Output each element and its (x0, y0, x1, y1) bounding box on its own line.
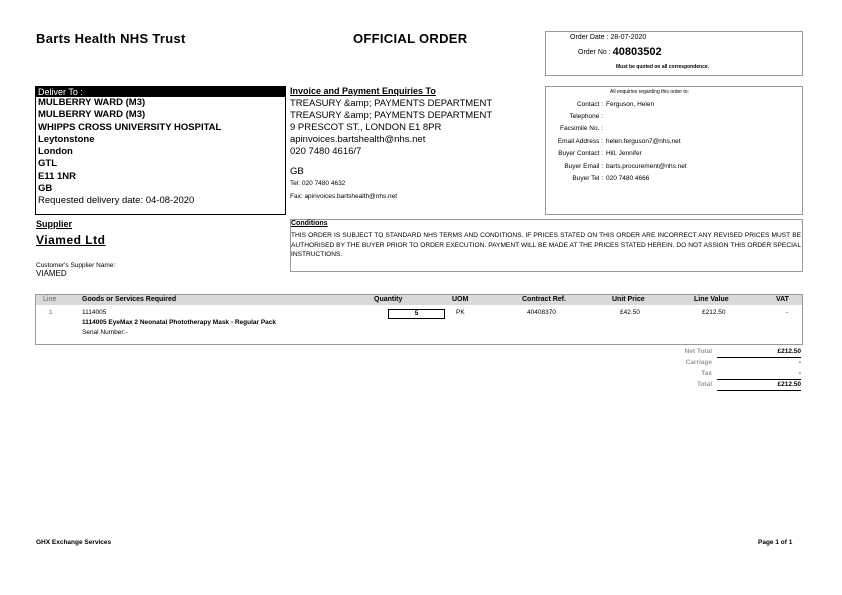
invoice-line: TREASURY &amp; PAYMENTS DEPARTMENT (290, 110, 493, 121)
buyer-email-value[interactable]: barts.procurement@nhs.net (606, 163, 687, 170)
cell-uom: PK (456, 309, 465, 316)
column-header-line: Line (43, 296, 57, 303)
facsimile-label: Facsimile No. : (560, 125, 603, 132)
supplier-name: Viamed Ltd (36, 233, 106, 247)
net-total-label: Net Total (684, 348, 712, 355)
telephone-row (546, 113, 606, 120)
conditions-heading: Conditions (291, 220, 328, 227)
invoice-country: GB (290, 166, 304, 177)
buyer-email-row (546, 163, 687, 170)
contact-value: Ferguson, Helen (606, 101, 655, 108)
invoice-line: 9 PRESCOT ST., LONDON E1 8PR (290, 122, 442, 133)
deliver-line: E11 1NR (38, 170, 77, 182)
invoice-heading: Invoice and Payment Enquiries To (290, 86, 436, 96)
total-rule (717, 390, 801, 391)
buyer-tel-row (546, 175, 649, 182)
page-number: Page 1 of 1 (758, 539, 793, 546)
customer-supplier-value: VIAMED (36, 269, 67, 278)
order-number-label: Order No : (578, 49, 611, 56)
cell-code: 1114005 (82, 309, 107, 316)
deliver-line: Leytonstone (38, 133, 95, 145)
cell-serial: Serial Number:- (82, 329, 128, 336)
buyer-contact-label: Buyer Contact : (558, 150, 603, 157)
cell-unit-price: £42.50 (620, 309, 640, 316)
footer-service-name: GHX Exchange Services (36, 539, 112, 546)
cell-description: 1114005 EyeMax 2 Neonatal Phototherapy Mask - Regular Pack (82, 319, 277, 326)
deliver-line: London (38, 146, 73, 158)
document-title: OFFICIAL ORDER (353, 31, 468, 46)
conditions-text: THIS ORDER IS SUBJECT TO STANDARD NHS TERMS AND CONDITIONS. IF PRICES STATED ON THIS ORDER ARE INCORRECT ANY REVISED PRICES MUST BE AUTHORISED BY THE BUYER PRIOR TO ORDER EXECUTION. PAYMENT WILL BE MADE AT THE PRICES STATED HEREIN. DO NOT ASSIGN THIS ORDER SPECIAL INSTRUCTIONS. (291, 232, 801, 258)
email-value[interactable]: helen.ferguson7@nhs.net (606, 138, 681, 145)
tax-rule (717, 379, 801, 380)
column-header-line-value: Line Value (694, 296, 729, 303)
net-total-value: £212.50 (777, 348, 801, 355)
order-date-value: 28-07-2020 (610, 34, 647, 41)
invoice-line: TREASURY &amp; PAYMENTS DEPARTMENT (290, 98, 493, 109)
order-number (578, 46, 662, 58)
email-label: Email Address : (557, 138, 603, 145)
order-date-label: Order Date : (570, 34, 609, 41)
deliver-line: WHIPPS CROSS UNIVERSITY HOSPITAL (38, 121, 222, 133)
contact-row (546, 101, 654, 108)
deliver-line: GB (38, 183, 53, 195)
order-lines-table (35, 294, 803, 345)
customer-supplier-label: Customer's Supplier Name: (36, 262, 116, 269)
deliver-line: MULBERRY WARD (M3) (38, 97, 146, 108)
carriage-label: Carriage (685, 359, 712, 366)
column-header-quantity: Quantity (374, 296, 403, 303)
facsimile-row (546, 125, 606, 132)
invoice-fax: Fax: apinvoices.bartshealth@nhs.net (290, 193, 398, 200)
contact-label: Contact : (576, 101, 603, 108)
cell-quantity: 5 (388, 309, 445, 319)
deliver-address (38, 97, 221, 208)
deliver-to-box (35, 86, 286, 215)
order-date (570, 34, 646, 41)
contact-heading: All enquiries regarding this order to: (610, 89, 689, 95)
organisation-name: Barts Health NHS Trust (36, 31, 186, 46)
invoice-email[interactable]: apinvoices.bartshealth@nhs.net (290, 134, 426, 145)
net-total-rule (717, 357, 801, 358)
deliver-line: GTL (38, 158, 57, 170)
carriage-value: - (798, 359, 801, 366)
contact-box (545, 86, 803, 215)
tax-label: Tax (701, 370, 712, 377)
requested-delivery-date: Requested delivery date: 04-08-2020 (38, 195, 195, 207)
cell-vat: - (786, 309, 789, 316)
table-header-row (36, 295, 802, 305)
invoice-phone: 020 7480 4616/7 (290, 146, 362, 157)
cell-line: 1 (49, 309, 53, 316)
quote-note: Must be quoted on all correspondence. (616, 64, 710, 70)
buyer-contact-row (546, 150, 642, 157)
order-number-value: 40803502 (612, 46, 662, 58)
cell-line-value: £212.50 (702, 309, 726, 316)
conditions-box (290, 219, 803, 272)
telephone-label: Telephone : (569, 113, 603, 120)
deliver-to-heading: Deliver To : (36, 87, 285, 97)
column-header-contract-ref: Contract Ref. (522, 296, 566, 303)
buyer-email-label: Buyer Email : (564, 163, 603, 170)
tax-value: - (798, 370, 801, 377)
total-label: Total (696, 381, 712, 388)
buyer-contact-value: Hill, Jennifer (606, 150, 642, 157)
total-value: £212.50 (777, 381, 801, 388)
supplier-heading: Supplier (36, 219, 73, 229)
column-header-unit-price: Unit Price (612, 296, 645, 303)
invoice-address (290, 98, 492, 158)
invoice-tel: Tel: 020 7480 4632 (290, 180, 346, 187)
buyer-tel-label: Buyer Tel : (572, 175, 603, 182)
column-header-vat: VAT (776, 296, 789, 303)
deliver-line: MULBERRY WARD (M3) (38, 109, 146, 121)
column-header-uom: UOM (452, 296, 469, 303)
column-header-goods: Goods or Services Required (82, 296, 177, 303)
cell-contract-ref: 40408370 (527, 309, 556, 316)
buyer-tel-value: 020 7480 4666 (606, 175, 650, 182)
order-info-box (545, 31, 803, 76)
email-row (546, 138, 681, 145)
